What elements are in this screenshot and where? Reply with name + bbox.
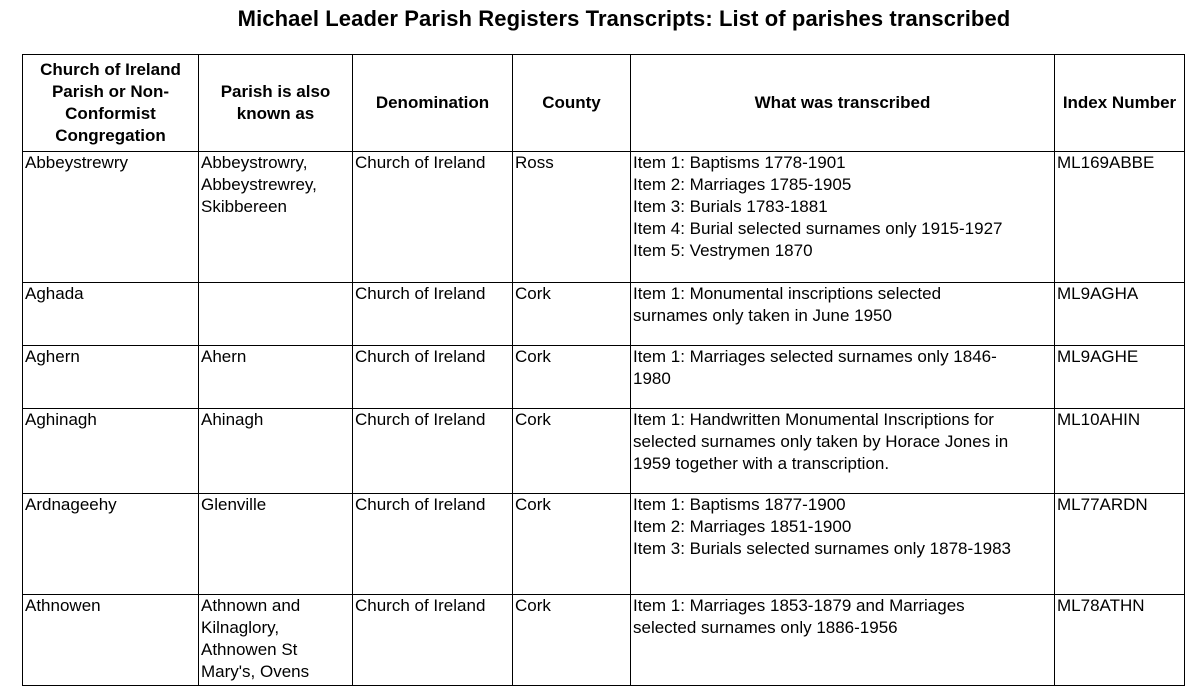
transcribed-item: Item 1: Handwritten Monumental Inscriptions for bbox=[633, 410, 994, 429]
transcribed-item: Item 1: Baptisms 1778-1901 bbox=[633, 153, 846, 172]
cell-parish: Aghada bbox=[23, 283, 199, 346]
transcribed-item: Item 3: Burials 1783-1881 bbox=[633, 197, 828, 216]
table-row bbox=[23, 283, 1185, 346]
aka-line: Kilnaglory, bbox=[201, 618, 280, 637]
transcribed-item: Item 3: Burials selected surnames only 1878-1983 bbox=[633, 539, 1011, 558]
table-row bbox=[23, 494, 1185, 595]
cell-county: Cork bbox=[513, 409, 631, 494]
cell-denomination: Church of Ireland bbox=[353, 283, 513, 346]
aka-line: Abbeystrowry, bbox=[201, 153, 308, 172]
cell-parish: Abbeystrewry bbox=[23, 152, 199, 283]
aka-line: Glenville bbox=[201, 495, 267, 514]
cell-denomination: Church of Ireland bbox=[353, 494, 513, 595]
header-parish: Church of Ireland Parish or Non-Conformist Congregation bbox=[23, 55, 199, 152]
table-row bbox=[23, 409, 1185, 494]
transcribed-item: Item 1: Marriages 1853-1879 and Marriages bbox=[633, 596, 965, 615]
transcribed-item: Item 4: Burial selected surnames only 1915-1927 bbox=[633, 219, 1003, 238]
cell-also-known-as bbox=[199, 283, 353, 346]
transcribed-item: Item 1: Monumental inscriptions selected bbox=[633, 284, 942, 303]
table-row bbox=[23, 152, 1185, 283]
transcribed-item: Item 2: Marriages 1785-1905 bbox=[633, 175, 852, 194]
cell-what-was-transcribed bbox=[631, 595, 1055, 686]
cell-index-number: ML9AGHA bbox=[1055, 283, 1185, 346]
cell-also-known-as bbox=[199, 595, 353, 686]
aka-line: Abbeystrewrey, bbox=[201, 175, 317, 194]
aka-line: Athnown and bbox=[201, 596, 301, 615]
cell-also-known-as bbox=[199, 346, 353, 409]
cell-county: Ross bbox=[513, 152, 631, 283]
cell-index-number: ML10AHIN bbox=[1055, 409, 1185, 494]
cell-also-known-as bbox=[199, 152, 353, 283]
page-title: Michael Leader Parish Registers Transcripts: List of parishes transcribed bbox=[237, 6, 1011, 31]
cell-what-was-transcribed bbox=[631, 346, 1055, 409]
transcribed-item: Item 1: Baptisms 1877-1900 bbox=[633, 495, 846, 514]
aka-line: Skibbereen bbox=[201, 197, 288, 216]
cell-what-was-transcribed bbox=[631, 283, 1055, 346]
cell-denomination: Church of Ireland bbox=[353, 346, 513, 409]
cell-parish: Aghern bbox=[23, 346, 199, 409]
transcribed-item: Item 2: Marriages 1851-1900 bbox=[633, 517, 852, 536]
header-what-was-transcribed: What was transcribed bbox=[631, 55, 1055, 152]
cell-index-number: ML9AGHE bbox=[1055, 346, 1185, 409]
cell-index-number: ML77ARDN bbox=[1055, 494, 1185, 595]
cell-index-number: ML169ABBE bbox=[1055, 152, 1185, 283]
header-index-number: Index Number bbox=[1055, 55, 1185, 152]
transcribed-item: 1980 bbox=[633, 369, 671, 388]
cell-county: Cork bbox=[513, 283, 631, 346]
table-row bbox=[23, 595, 1185, 686]
cell-county: Cork bbox=[513, 346, 631, 409]
transcribed-item: selected surnames only taken by Horace Jones in bbox=[633, 432, 1009, 451]
cell-also-known-as bbox=[199, 494, 353, 595]
cell-parish: Aghinagh bbox=[23, 409, 199, 494]
aka-line: Athnowen St bbox=[201, 640, 298, 659]
cell-county: Cork bbox=[513, 494, 631, 595]
aka-line: Ahern bbox=[201, 347, 247, 366]
transcribed-item: surnames only taken in June 1950 bbox=[633, 306, 892, 325]
cell-denomination: Church of Ireland bbox=[353, 409, 513, 494]
header-also-known-as: Parish is also known as bbox=[199, 55, 353, 152]
parish-table bbox=[22, 54, 1185, 686]
cell-index-number: ML78ATHN bbox=[1055, 595, 1185, 686]
cell-what-was-transcribed bbox=[631, 152, 1055, 283]
transcribed-item: selected surnames only 1886-1956 bbox=[633, 618, 898, 637]
cell-denomination: Church of Ireland bbox=[353, 595, 513, 686]
aka-line: Ahinagh bbox=[201, 410, 264, 429]
aka-line: Mary's, Ovens bbox=[201, 662, 310, 681]
cell-also-known-as bbox=[199, 409, 353, 494]
header-denomination: Denomination bbox=[353, 55, 513, 152]
transcribed-item: Item 1: Marriages selected surnames only 1846- bbox=[633, 347, 997, 366]
cell-denomination: Church of Ireland bbox=[353, 152, 513, 283]
cell-what-was-transcribed bbox=[631, 409, 1055, 494]
header-county: County bbox=[513, 55, 631, 152]
table-header-row bbox=[23, 55, 1185, 152]
cell-parish: Athnowen bbox=[23, 595, 199, 686]
cell-county: Cork bbox=[513, 595, 631, 686]
table-row bbox=[23, 346, 1185, 409]
transcribed-item: 1959 together with a transcription. bbox=[633, 454, 890, 473]
cell-what-was-transcribed bbox=[631, 494, 1055, 595]
transcribed-item: Item 5: Vestrymen 1870 bbox=[633, 241, 813, 260]
cell-parish: Ardnageehy bbox=[23, 494, 199, 595]
